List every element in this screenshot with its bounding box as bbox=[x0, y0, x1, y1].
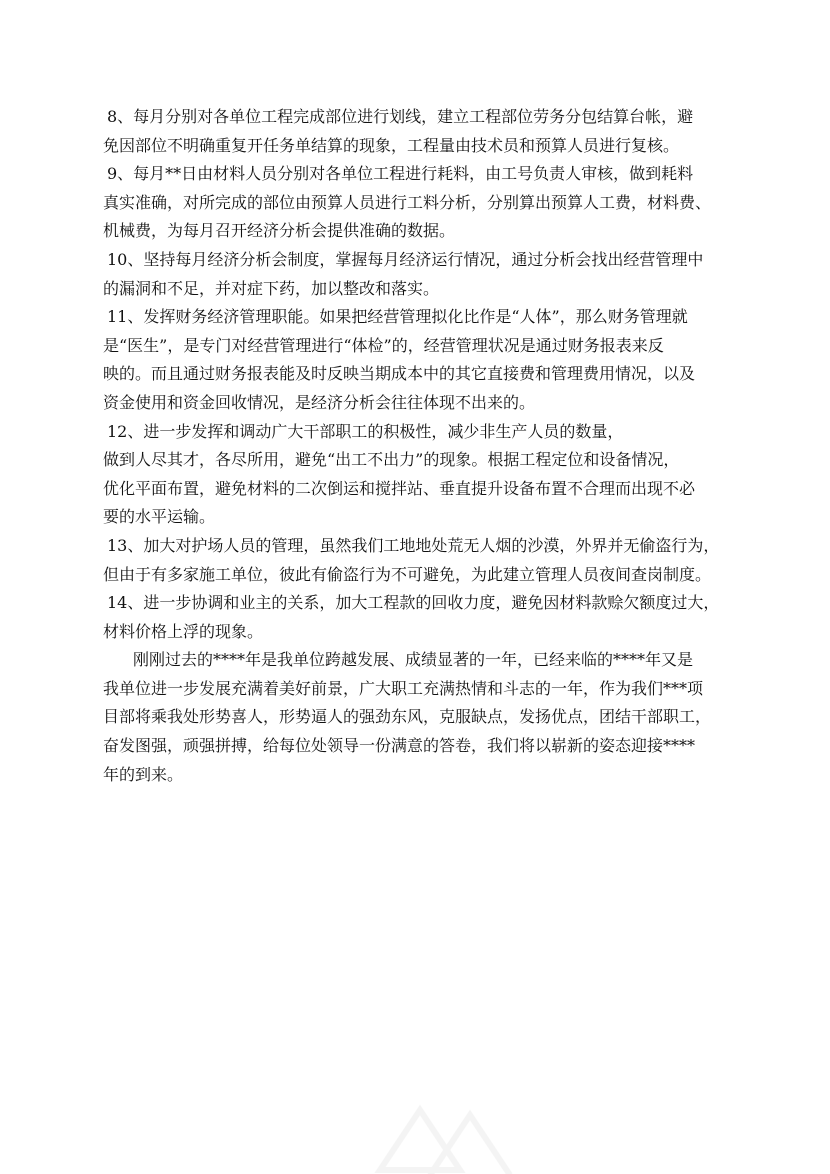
text-line: 奋发图强，顽强拼搏，给每位处领导一份满意的答卷，我们将以崭新的姿态迎接**** bbox=[103, 736, 696, 756]
text-line: 机械费，为每月召开经济分析会提供准确的数据。 bbox=[103, 221, 456, 241]
text-line: 免因部位不明确重复开任务单结算的现象，工程量由技术员和预算人员进行复核。 bbox=[103, 135, 680, 155]
text-line: 12、进一步发挥和调动广大干部职工的积极性，减少非生产人员的数量， bbox=[107, 421, 624, 441]
paragraph-item-10 bbox=[103, 246, 743, 303]
text-line: 是“医生”，是专门对经营管理进行“体检”的，经营管理状况是通过财务报表来反 bbox=[103, 335, 664, 355]
text-line: 13、加大对护场人员的管理，虽然我们工地地处荒无人烟的沙漠，外界并无偷盗行为， bbox=[107, 535, 720, 555]
document-body bbox=[103, 103, 743, 789]
text-line: 做到人尽其才，各尽所用，避免“出工不出力”的现象。根据工程定位和设备情况， bbox=[103, 450, 680, 470]
text-line: 8、每月分别对各单位工程完成部位进行划线，建立工程部位劳务分包结算台帐，避 bbox=[107, 107, 694, 126]
text-line: 11、发挥财务经济管理职能。如果把经营管理拟化比作是“人体”，那么财务管理就 bbox=[107, 307, 688, 327]
paragraph-item-14 bbox=[103, 589, 743, 646]
paragraph-item-8 bbox=[103, 103, 743, 160]
paragraph-closing bbox=[103, 646, 743, 789]
text-line: 的漏洞和不足，并对症下药，加以整改和落实。 bbox=[103, 278, 440, 298]
paragraph-item-11 bbox=[103, 303, 743, 417]
text-line: 14、进一步协调和业主的关系，加大工程款的回收力度，避免因材料款赊欠额度过大， bbox=[107, 593, 720, 613]
text-line: 要的水平运输。 bbox=[103, 507, 216, 527]
text-line: 10、坚持每月经济分析会制度，掌握每月经济运行情况，通过分析会找出经营管理中 bbox=[107, 249, 704, 269]
text-line: 目部将乘我处形势喜人，形势逼人的强劲东风，克服缺点，发扬优点，团结干部职工， bbox=[103, 707, 712, 727]
text-line: 年的到来。 bbox=[103, 764, 184, 784]
text-line: 映的。而且通过财务报表能及时反映当期成本中的其它直接费和管理费用情况，以及 bbox=[103, 364, 696, 384]
watermark-logo bbox=[360, 1080, 530, 1174]
text-line: 优化平面布置，避免材料的二次倒运和搅拌站、垂直提升设备布置不合理而出现不必 bbox=[103, 478, 696, 498]
text-line: 真实准确，对所完成的部位由预算人员进行工料分析，分别算出预算人工费，材料费、 bbox=[103, 192, 712, 212]
text-line: 材料价格上浮的现象。 bbox=[103, 621, 264, 641]
text-line: 我单位进一步发展充满着美好前景，广大职工充满热情和斗志的一年，作为我们***项 bbox=[103, 678, 704, 698]
text-line: 资金使用和资金回收情况，是经济分析会往往体现不出来的。 bbox=[103, 392, 536, 412]
text-line: 但由于有多家施工单位，彼此有偷盗行为不可避免，为此建立管理人员夜间查岗制度。 bbox=[103, 564, 712, 584]
paragraph-item-13 bbox=[103, 532, 743, 589]
paragraph-item-12 bbox=[103, 418, 743, 532]
text-line: 9、每月**日由材料人员分别对各单位工程进行耗料，由工号负责人审核，做到耗料 bbox=[107, 164, 694, 184]
paragraph-item-9 bbox=[103, 160, 743, 246]
text-line: 刚刚过去的****年是我单位跨越发展、成绩显著的一年，已经来临的****年又是 bbox=[133, 650, 694, 670]
